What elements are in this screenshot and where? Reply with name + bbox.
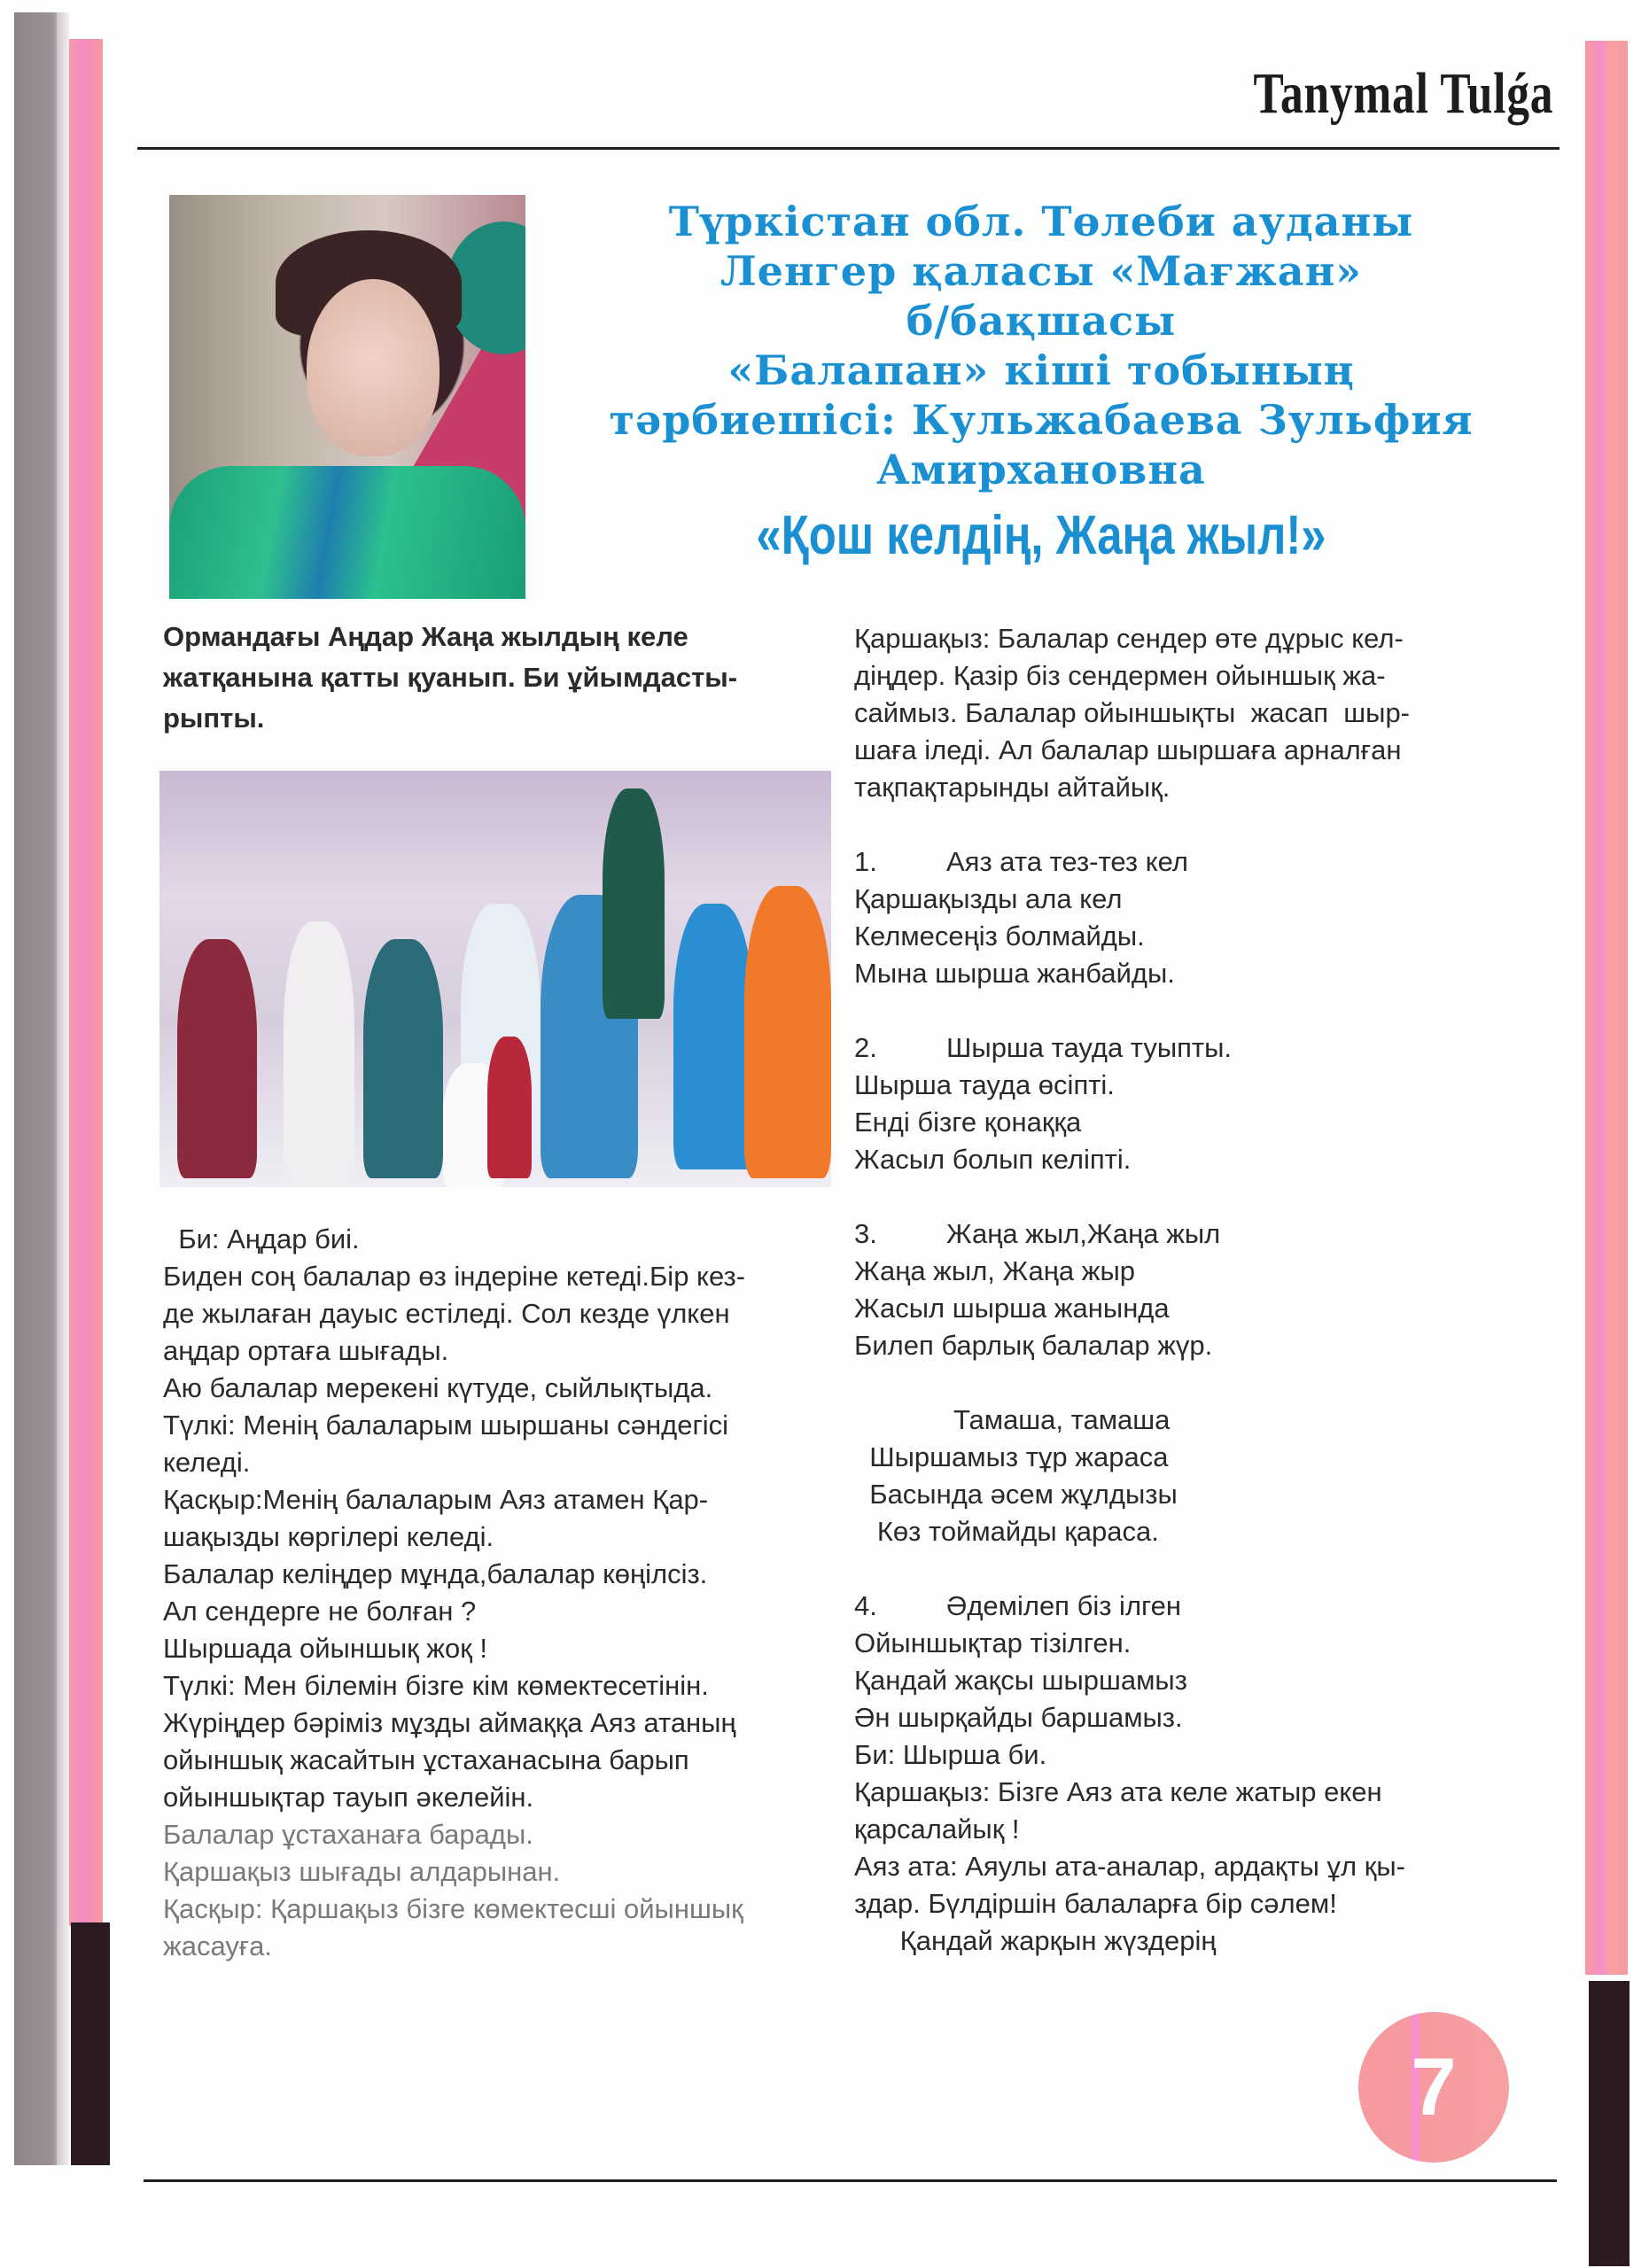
text-line: аңдар ортаға шығады. xyxy=(163,1335,449,1366)
verse-line: Қандай жақсы шыршамыз xyxy=(854,1665,1187,1696)
verse-1 xyxy=(854,843,1545,992)
teacher-portrait-photo xyxy=(169,195,525,599)
photo-figure xyxy=(284,921,354,1187)
heading-line: Ленгер қаласы «Мағжан» xyxy=(720,247,1362,295)
right-dark-stripe xyxy=(1589,1981,1630,2266)
verse-line: Шырша тауда туыпты. xyxy=(946,1032,1233,1063)
verse-line: Жаңа жыл, Жаңа жыр xyxy=(854,1255,1135,1286)
text-line: Би: Шырша би. xyxy=(854,1739,1047,1770)
chorus-line: Көз тоймайды қараса. xyxy=(854,1516,1159,1547)
text-line: Шыршада ойыншық жоқ ! xyxy=(163,1633,488,1664)
verse-line: Жасыл болып келіпті. xyxy=(854,1144,1132,1175)
text-line: Ал сендерге не болған ? xyxy=(163,1596,477,1627)
text-line: саймыз. Балалар ойыншықты жасап шыр- xyxy=(854,697,1411,728)
text-line: ойыншықтар тауып әкелейін. xyxy=(163,1782,534,1813)
photo-child xyxy=(487,1037,532,1178)
text-line: тақпақтарынды айтайық. xyxy=(854,772,1171,803)
text-line: Ормандағы Аңдар Жаңа жылдың келе xyxy=(163,621,688,652)
chorus-line: Тамаша, тамаша xyxy=(854,1404,1171,1435)
verse-number: 4. xyxy=(854,1590,877,1621)
verse-line: Ән шырқайды баршамыз. xyxy=(854,1702,1183,1733)
verse-2 xyxy=(854,1029,1545,1178)
left-pink-stripe xyxy=(69,39,103,1926)
right-pink-stripe xyxy=(1585,41,1628,1975)
verse-number: 3. xyxy=(854,1218,877,1249)
new-year-celebration-photo xyxy=(159,771,831,1187)
left-intro-paragraph xyxy=(163,617,836,739)
text-line: келеді. xyxy=(163,1447,251,1478)
text-line: здар. Бүлдіршін балаларға бір сәлем! xyxy=(854,1888,1337,1919)
verse-line: Келмесеңіз болмайды. xyxy=(854,920,1145,951)
header-divider xyxy=(137,147,1560,150)
text-line: Балалар келіңдер мұнда,балалар көңілсіз. xyxy=(163,1558,708,1589)
text-line: Биден соң балалар өз індеріне кетеді.Бір кез- xyxy=(163,1261,746,1292)
page-number: 7 xyxy=(1411,2041,1457,2132)
text-line: Жүріңдер бәріміз мұзды аймаққа Аяз атаның xyxy=(163,1707,736,1738)
heading-line: тәрбиешісі: Кульжабаева Зульфия xyxy=(609,396,1474,444)
verse-line: Қаршақызды ала кел xyxy=(854,883,1123,914)
verse-line: Аяз ата тез-тез кел xyxy=(946,846,1188,877)
verse-line: Әдемілеп біз ілген xyxy=(946,1590,1182,1621)
text-line: Қаршақыз: Бізге Аяз ата келе жатыр екен xyxy=(854,1776,1382,1807)
text-line: діңдер. Қазір біз сендермен ойыншық жа- xyxy=(854,660,1386,691)
verse-line: Жаңа жыл,Жаңа жыл xyxy=(946,1218,1221,1249)
photo-figure xyxy=(177,939,257,1178)
binding-strip-light xyxy=(57,12,69,2165)
text-line: Түлкі: Менің балаларым шыршаны сәндегісі xyxy=(163,1410,729,1441)
left-dark-stripe xyxy=(71,1922,110,2165)
heading-line: Амирхановна xyxy=(876,446,1206,493)
left-body-text xyxy=(163,1221,836,1965)
right-column-text xyxy=(854,620,1545,1960)
page-number-badge xyxy=(1358,2012,1509,2163)
verse-line: Мына шырша жанбайды. xyxy=(854,958,1175,989)
text-line: Қаршақыз: Балалар сендер өте дұрыс кел- xyxy=(854,623,1404,654)
verse-line: Шырша тауда өсіпті. xyxy=(854,1069,1115,1100)
text-line: Би: Аңдар биі. xyxy=(163,1223,360,1254)
article-title: «Қош келдің, Жаңа жыл!» xyxy=(756,505,1326,566)
text-line: ойыншық жасайтын ұстаханасына барып xyxy=(163,1744,689,1775)
footer-divider xyxy=(144,2179,1557,2182)
text-line: Түлкі: Мен білемін бізге кім көмектесетінін. xyxy=(163,1670,709,1701)
text-line: шаға іледі. Ал балалар шыршаға арналған xyxy=(854,734,1402,765)
photo-tree xyxy=(603,788,665,1019)
text-line: де жылаған дауыс естіледі. Сол кезде үлкен xyxy=(163,1298,730,1329)
magazine-title: Tanymal Tulǵa xyxy=(1253,61,1553,126)
article-heading xyxy=(567,197,1515,569)
portrait-face xyxy=(307,279,439,456)
verse-number: 2. xyxy=(854,1032,877,1063)
photo-figure xyxy=(744,886,831,1178)
text-line: қарсалайық ! xyxy=(854,1814,1020,1845)
photo-figure xyxy=(673,904,753,1169)
verse-3 xyxy=(854,1216,1545,1364)
text-line: жатқанына қатты қуанып. Би ұйымдасты- xyxy=(163,662,738,693)
text-line: Қасқыр: Қаршақыз бізге көмектесші ойыншық xyxy=(163,1893,743,1924)
text-line: Қандай жарқын жүздерің xyxy=(854,1925,1217,1956)
text-line: Аю балалар мерекені күтуде, сыйлықтыда. xyxy=(163,1372,713,1403)
verse-line: Билеп барлық балалар жүр. xyxy=(854,1330,1213,1361)
text-line: Қасқыр:Менің балаларым Аяз атамен Қар- xyxy=(163,1484,709,1515)
heading-line: Түркістан обл. Төлеби ауданы xyxy=(668,198,1414,245)
text-line: рыпты. xyxy=(163,703,265,734)
portrait-shirt xyxy=(169,466,525,599)
chorus-line: Басында әсем жұлдызы xyxy=(854,1479,1178,1510)
chorus xyxy=(854,1402,1545,1550)
verse-line: Ойыншықтар тізілген. xyxy=(854,1627,1132,1658)
text-line: Қаршақыз шығады алдарынан. xyxy=(163,1856,561,1887)
heading-line: б/бақшасы xyxy=(906,297,1177,345)
verse-4 xyxy=(854,1588,1545,1736)
heading-line: «Балапан» кіші тобының xyxy=(727,346,1355,394)
text-line: Балалар ұстаханаға барады. xyxy=(163,1819,533,1850)
verse-line: Енді бізге қонаққа xyxy=(854,1107,1082,1138)
text-line: Аяз ата: Аяулы ата-аналар, ардақты ұл қы- xyxy=(854,1851,1405,1882)
chorus-line: Шыршамыз тұр жараса xyxy=(854,1441,1169,1472)
text-line: жасауға. xyxy=(163,1930,273,1961)
text-line: шақызды көргілері келеді. xyxy=(163,1521,494,1552)
photo-figure xyxy=(363,939,443,1178)
verse-number: 1. xyxy=(854,846,877,877)
verse-line: Жасыл шырша жанында xyxy=(854,1293,1170,1324)
